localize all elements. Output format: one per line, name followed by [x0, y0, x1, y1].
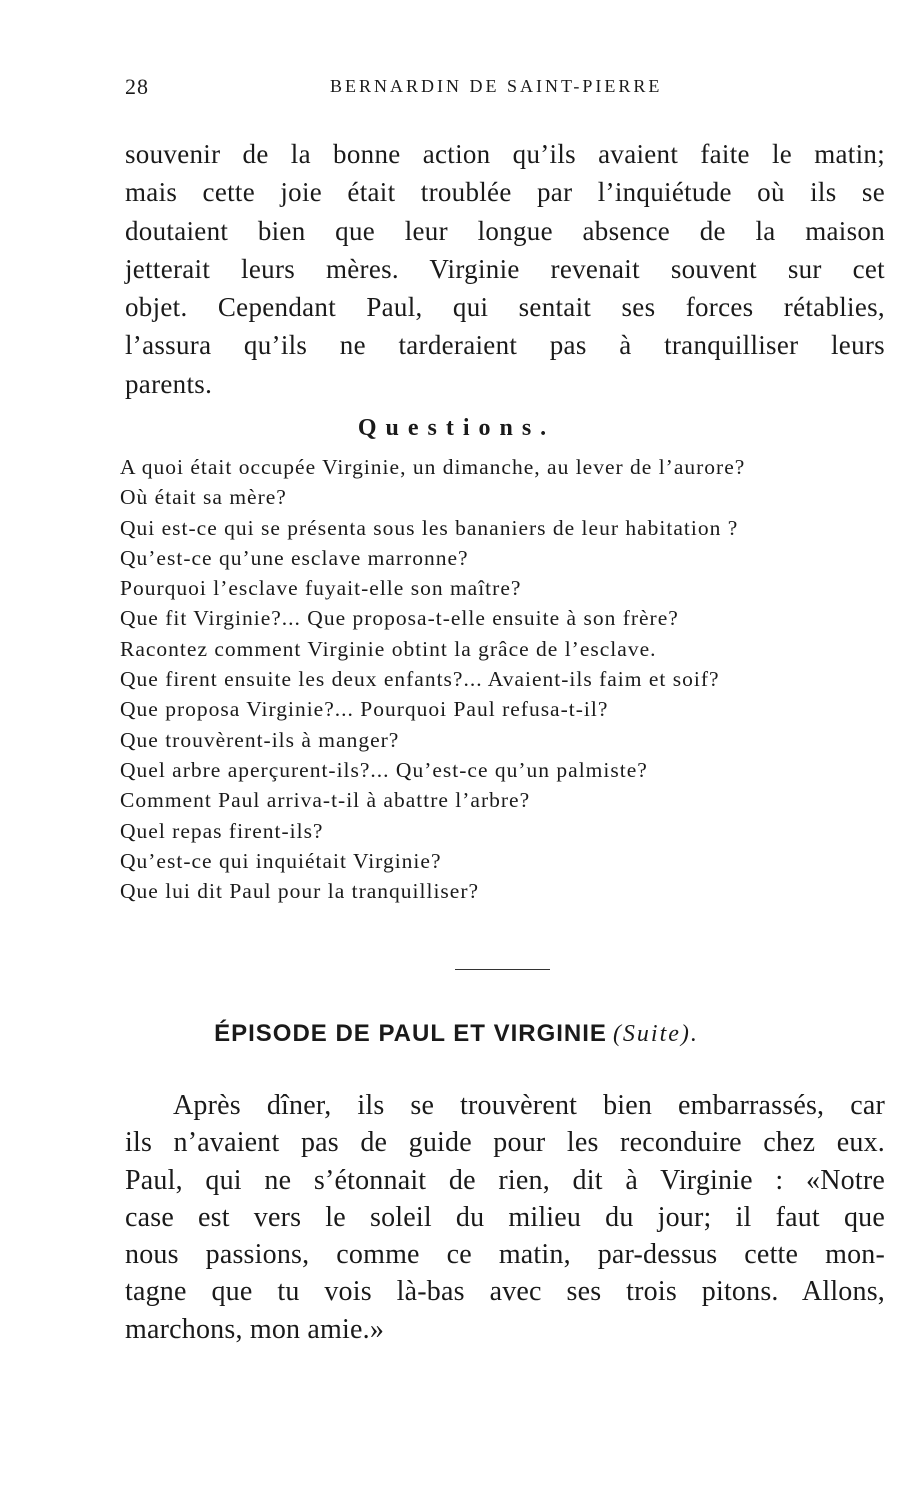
paragraph-continued [125, 135, 885, 403]
paragraph-line: tagne que tu vois là-bas avec ses trois pitons. Allons, [125, 1276, 885, 1308]
paragraph-line: mais cette joie était troublée par l’inquiétude où ils se [125, 177, 885, 208]
paragraph-line: ils n’avaient pas de guide pour les reconduire chez eux. [125, 1127, 885, 1159]
questions-heading: Questions. [357, 415, 556, 441]
paragraph-line: parents. [125, 368, 213, 399]
question-item: Que proposa Virginie?... Pourquoi Paul refusa-t-il? [120, 697, 609, 722]
paragraph-line: jetterait leurs mères. Virginie revenait souvent sur cet [125, 253, 885, 284]
paragraph-line: objet. Cependant Paul, qui sentait ses forces rétablies, [125, 292, 885, 323]
episode-paragraph [125, 1087, 885, 1348]
question-item: Qui est-ce qui se présenta sous les bananiers de leur habitation ? [120, 515, 739, 540]
paragraph-line: souvenir de la bonne action qu’ils avaient faite le matin; [125, 139, 885, 169]
episode-title-text: ÉPISODE DE PAUL ET VIRGINIE [214, 1020, 607, 1047]
question-item: Qu’est-ce qu’une esclave marronne? [120, 545, 469, 570]
paragraph-line: Paul, qui ne s’étonnait de rien, dit à Virginie : «Notre [125, 1164, 885, 1196]
paragraph-line: case est vers le soleil du milieu du jour; il faut que [125, 1201, 885, 1233]
question-item: Que firent ensuite les deux enfants?... Avaient-ils faim et soif? [120, 667, 720, 692]
question-item: Pourquoi l’esclave fuyait-elle son maître? [120, 576, 522, 601]
question-item: Quel repas firent-ils? [120, 818, 324, 843]
question-item: Comment Paul arriva-t-il à abattre l’arbre? [120, 788, 531, 813]
paragraph-line: nous passions, comme ce matin, par-dessus cette mon- [125, 1239, 885, 1271]
paragraph-line: doutaient bien que leur longue absence de la maison [125, 215, 885, 246]
question-item: Que trouvèrent-ils à manger? [120, 727, 400, 752]
question-item: Où était sa mère? [120, 485, 287, 510]
episode-suite-label: (Suite). [612, 1021, 699, 1047]
running-title: BERNARDIN DE SAINT-PIERRE [330, 76, 663, 96]
question-item: Quel arbre aperçurent-ils?... Qu’est-ce qu’un palmiste? [120, 757, 648, 782]
question-item: Racontez comment Virginie obtint la grâce de l’esclave. [120, 636, 657, 661]
section-divider [455, 969, 550, 970]
paragraph-line: marchons, mon amie.» [125, 1313, 385, 1345]
paragraph-line: l’assura qu’ils ne tarderaient pas à tranquilliser leurs [125, 330, 885, 361]
episode-heading [0, 1020, 913, 1048]
page-number: 28 [125, 74, 149, 99]
paragraph-line: Après dîner, ils se trouvèrent bien embarrassés, car [173, 1090, 885, 1121]
question-item: Que fit Virginie?... Que proposa-t-elle ensuite à son frère? [120, 606, 679, 631]
question-item: A quoi était occupée Virginie, un dimanche, au lever de l’aurore? [120, 455, 746, 479]
question-item: Qu’est-ce qui inquiétait Virginie? [120, 848, 442, 873]
questions-list [120, 452, 890, 906]
page-header [125, 74, 885, 104]
question-item: Que lui dit Paul pour la tranquilliser? [120, 879, 480, 904]
